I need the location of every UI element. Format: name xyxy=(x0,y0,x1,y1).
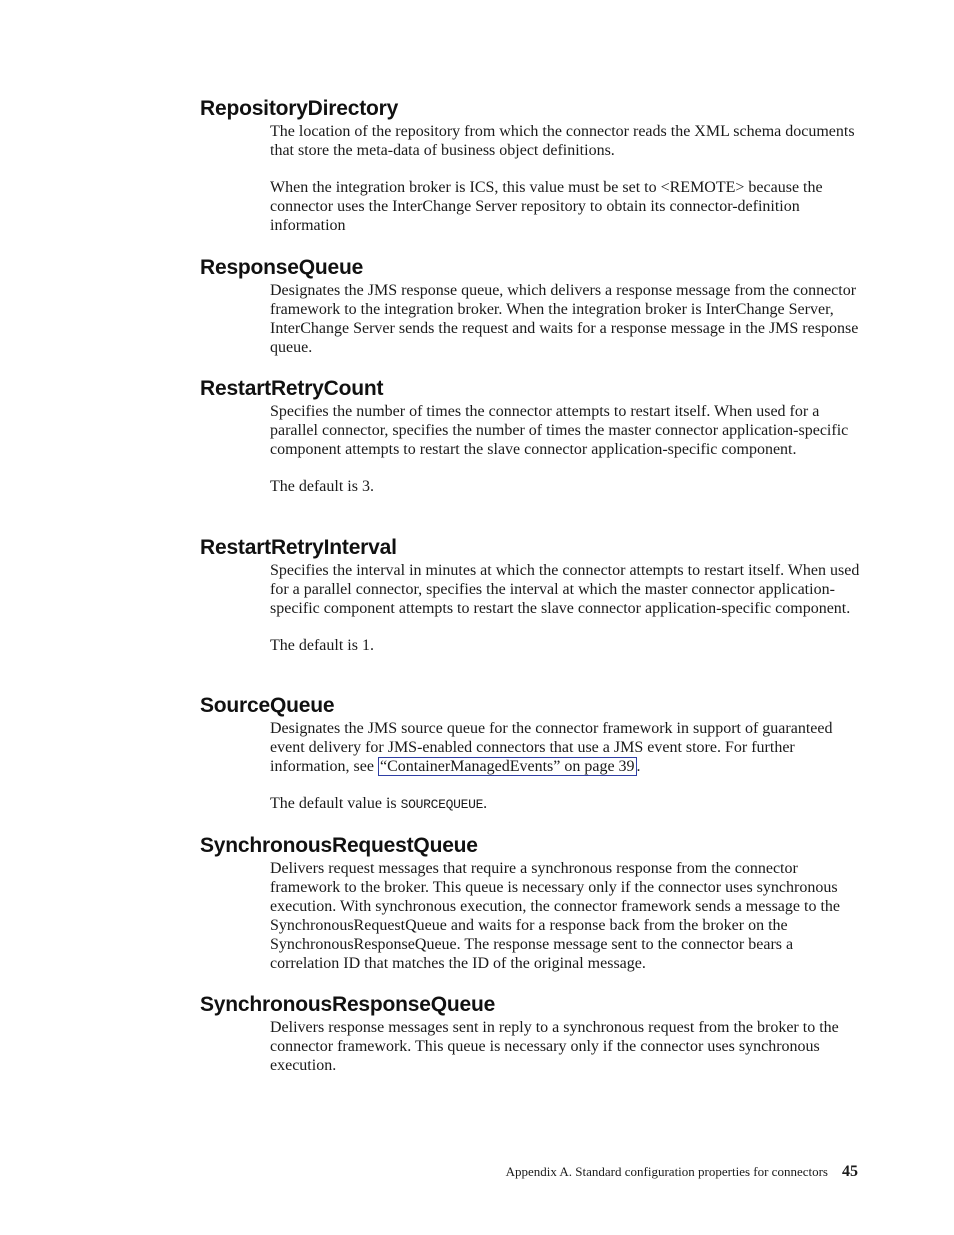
section-source-queue xyxy=(200,693,860,814)
paragraph: Delivers request messages that require a synchronous response from the connector framework to the broker. This queue is necessary only if the connector uses synchronous execution. With synchronous execution, the connector framework sends a message to the SynchronousRequestQueue and waits for a response back from the broker on the SynchronousResponseQueue. The response message sent to the connector bears a correlation ID that matches the ID of the original message. xyxy=(270,860,840,972)
paragraph: The location of the repository from which the connector reads the XML schema documents that store the meta-data of business object definitions. xyxy=(270,123,855,159)
section-synchronous-request-queue xyxy=(200,833,860,973)
section-heading: RestartRetryCount xyxy=(200,377,384,400)
default-suffix: . xyxy=(369,478,374,495)
section-repository-directory xyxy=(200,96,860,235)
paragraph: Designates the JMS response queue, which delivers a response message from the connector framework to the integration broker. When the integration broker is InterChange Server, InterChange Server sends the request and waits for a response message in the JMS response queue. xyxy=(270,282,859,356)
paragraph: Delivers response messages sent in reply to a synchronous request from the broker to the connector framework. This queue is necessary only if the connector uses synchronous execution. xyxy=(270,1019,839,1074)
default-value-paragraph xyxy=(270,636,860,655)
paragraph xyxy=(270,719,860,776)
page-footer xyxy=(506,1163,858,1181)
section-heading: RepositoryDirectory xyxy=(200,97,399,120)
section-body xyxy=(270,281,860,357)
section-body xyxy=(270,719,860,814)
default-suffix: . xyxy=(483,795,488,812)
default-value: 1 xyxy=(361,637,370,654)
default-value: 3 xyxy=(361,478,370,495)
section-body xyxy=(270,1018,860,1075)
section-body xyxy=(270,561,860,655)
paragraph-suffix: . xyxy=(636,758,641,775)
container-managed-events-link[interactable]: “ContainerManagedEvents” on page 39 xyxy=(379,758,635,775)
section-synchronous-response-queue xyxy=(200,992,860,1075)
section-restart-retry-interval xyxy=(200,535,860,655)
section-heading: SynchronousResponseQueue xyxy=(200,993,496,1016)
section-heading: SourceQueue xyxy=(200,694,335,717)
section-heading: SynchronousRequestQueue xyxy=(200,834,478,857)
default-value-paragraph xyxy=(270,794,860,814)
section-restart-retry-count xyxy=(200,376,860,496)
paragraph: Specifies the interval in minutes at which the connector attempts to restart itself. When used for a parallel connector, specifies the interval at which the master connector application-specific component attempts to restart the slave connector application-specific component. xyxy=(270,562,860,617)
paragraph: When the integration broker is ICS, this value must be set to <REMOTE> because the connector uses the InterChange Server repository to obtain its connector-definition information xyxy=(270,179,823,234)
section-heading: RestartRetryInterval xyxy=(200,536,397,559)
footer-title: Appendix A. Standard configuration properties for connectors xyxy=(505,1164,828,1179)
default-suffix: . xyxy=(369,637,374,654)
page-number: 45 xyxy=(842,1163,858,1180)
section-body xyxy=(270,122,860,235)
section-body xyxy=(270,859,860,973)
default-value: SOURCEQUEUE xyxy=(400,797,484,812)
section-heading: ResponseQueue xyxy=(200,256,364,279)
paragraph: Specifies the number of times the connector attempts to restart itself. When used for a parallel connector, specifies the number of times the master connector application-specific component attempts to restart the slave connector application-specific component. xyxy=(270,403,849,458)
default-label: The default value is xyxy=(270,795,401,812)
section-body xyxy=(270,402,860,496)
paragraph-text: Designates the JMS source queue for the connector framework in support of guaranteed event delivery for JMS-enabled connectors that use a JMS event store. For further information, see xyxy=(270,720,833,775)
default-value-paragraph xyxy=(270,477,860,496)
section-response-queue xyxy=(200,255,860,357)
default-label: The default is xyxy=(270,478,362,495)
default-label: The default is xyxy=(270,637,362,654)
